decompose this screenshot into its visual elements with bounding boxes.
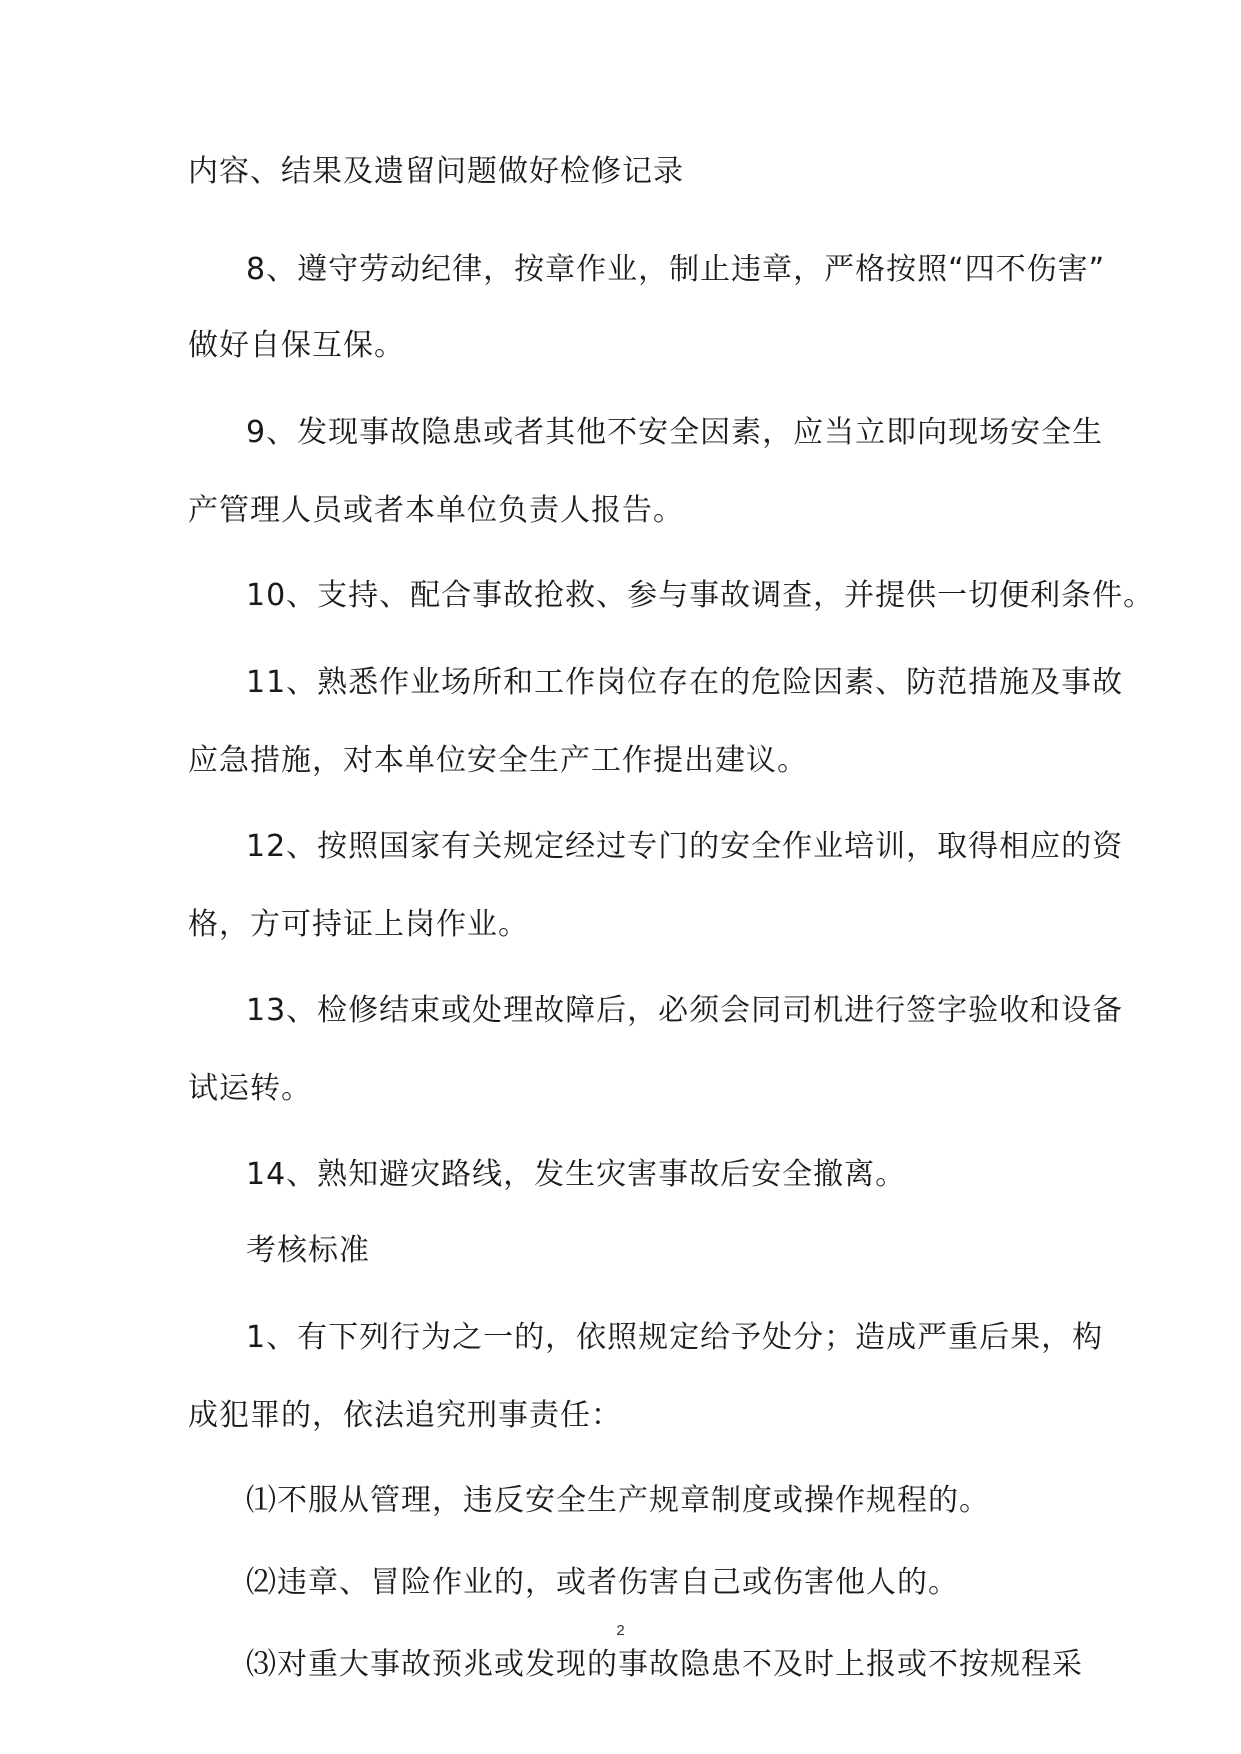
- list-item: ⑴不服从管理，违反安全生产规章制度或操作规程的。: [246, 1483, 990, 1518]
- text-line: 14、熟知避灾路线，发生灾害事故后安全撤离。: [246, 1157, 907, 1192]
- list-item: ⑶对重大事故预兆或发现的事故隐患不及时上报或不按规程采: [246, 1647, 1083, 1682]
- text-line: 11、熟悉作业场所和工作岗位存在的危险因素、防范措施及事故: [246, 665, 1124, 700]
- text-line: 12、按照国家有关规定经过专门的安全作业培训，取得相应的资: [246, 829, 1124, 864]
- text-line: 成犯罪的，依法追究刑事责任：: [188, 1398, 622, 1433]
- text-line: 10、支持、配合事故抢救、参与事故调查，并提供一切便利条件。: [246, 578, 1155, 613]
- list-item: ⑵违章、冒险作业的，或者伤害自己或伤害他人的。: [246, 1565, 959, 1600]
- text-line: 试运转。: [188, 1071, 312, 1106]
- section-heading: 考核标准: [246, 1233, 370, 1268]
- text-line: 13、检修结束或处理故障后，必须会同司机进行签字验收和设备: [246, 993, 1124, 1028]
- text-line: 内容、结果及遗留问题做好检修记录: [188, 154, 684, 189]
- text-line: 1、有下列行为之一的，依照规定给予处分；造成严重后果，构: [246, 1320, 1104, 1355]
- text-line: 应急措施，对本单位安全生产工作提出建议。: [188, 743, 808, 778]
- text-line: 9、发现事故隐患或者其他不安全因素，应当立即向现场安全生: [246, 415, 1104, 450]
- text-line: 8、遵守劳动纪律，按章作业，制止违章，严格按照“四不伤害”: [246, 252, 1106, 287]
- page-number: 2: [616, 1622, 625, 1639]
- text-line: 产管理人员或者本单位负责人报告。: [188, 493, 684, 528]
- text-line: 格，方可持证上岗作业。: [188, 907, 529, 942]
- text-line: 做好自保互保。: [188, 328, 405, 363]
